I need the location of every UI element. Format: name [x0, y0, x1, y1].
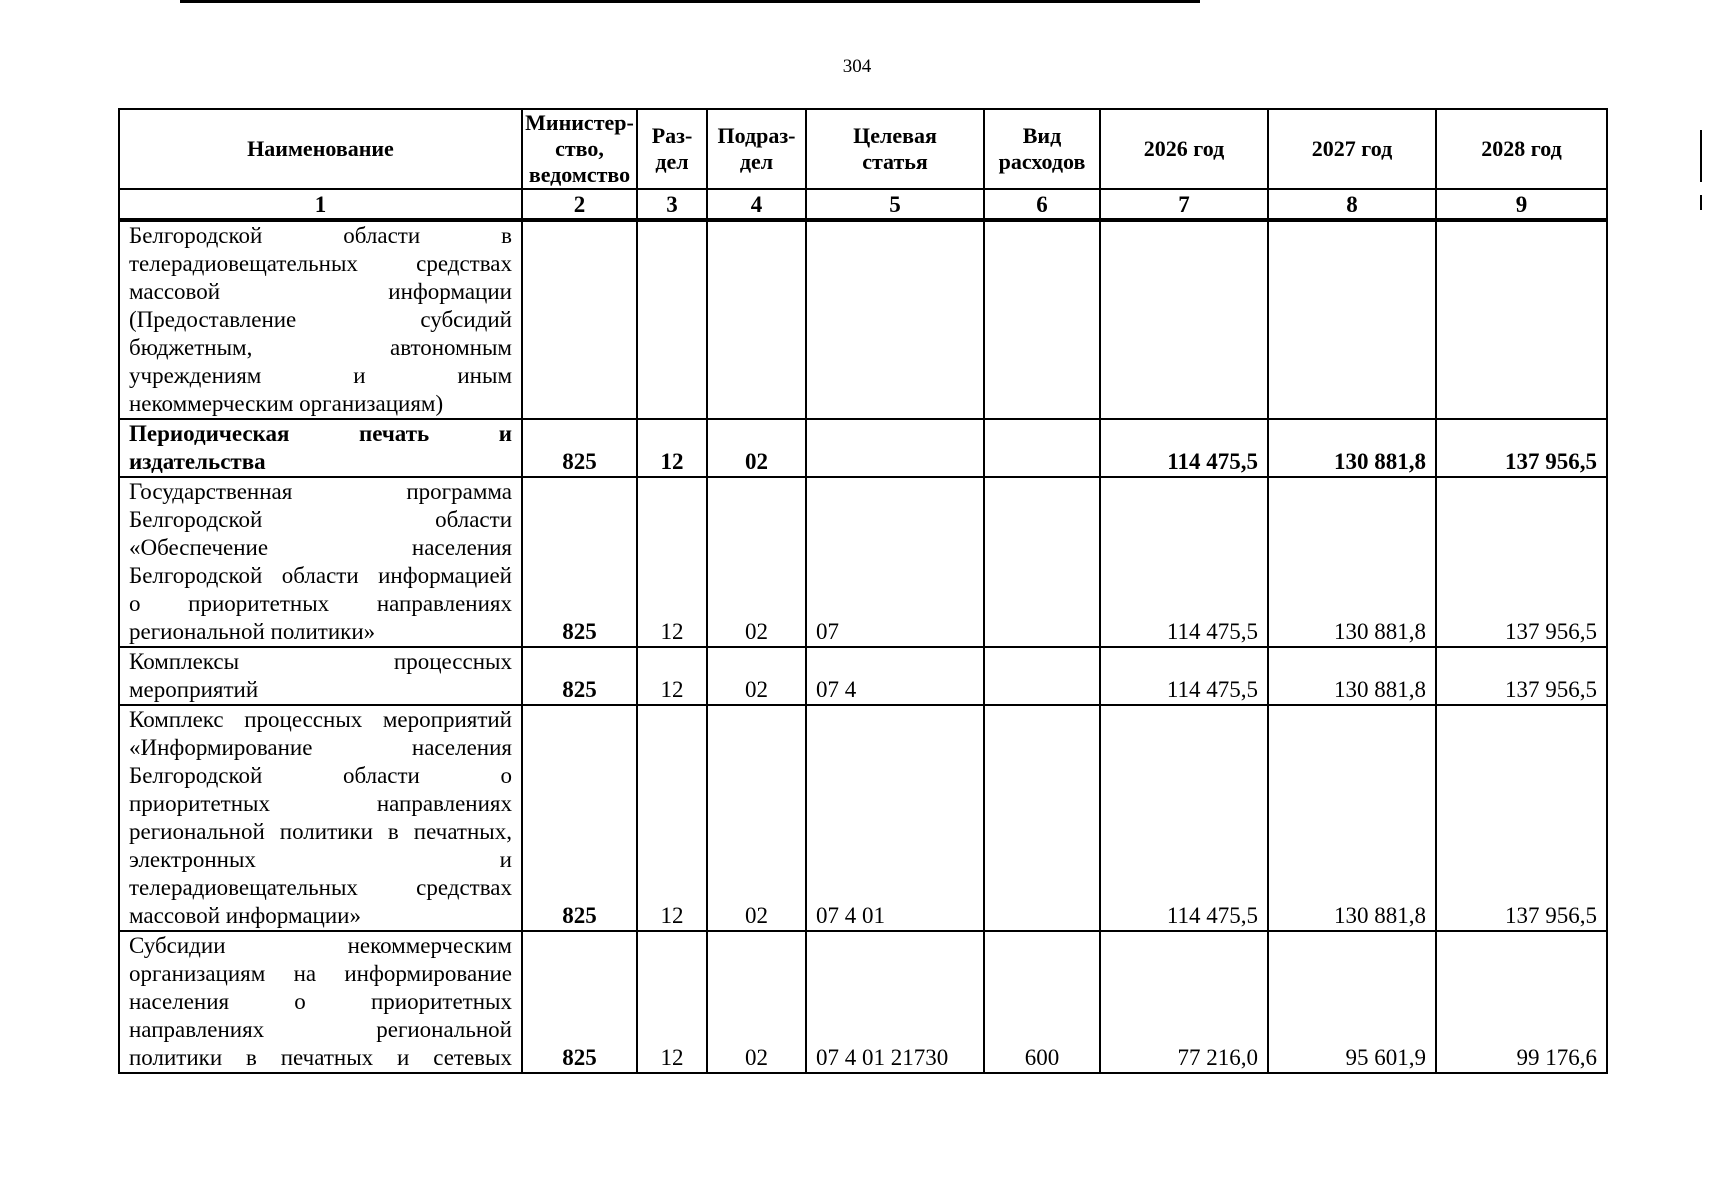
name-line: (Предоставление субсидий [129, 307, 512, 332]
name-line: «Информирование населения [129, 735, 512, 760]
cell-year-2028: 137 956,5 [1436, 647, 1607, 705]
name-line: направлениях региональной [129, 1017, 512, 1042]
name-line: электронных и [129, 847, 512, 872]
cell-target-article [806, 220, 984, 419]
cell-year-2027: 130 881,8 [1268, 477, 1436, 647]
name-line: Комплексы процессных [129, 649, 512, 674]
header-name: Наименование [119, 109, 522, 189]
name-line: учреждениям и иным [129, 363, 512, 388]
cell-name [119, 705, 522, 931]
cell-section: 12 [637, 705, 707, 931]
header-expense-type [984, 109, 1100, 189]
cell-target-article: 07 [806, 477, 984, 647]
cell-section: 12 [637, 647, 707, 705]
cell-year-2026: 114 475,5 [1100, 647, 1268, 705]
cell-name [119, 647, 522, 705]
cell-year-2026: 77 216,0 [1100, 931, 1268, 1073]
cell-year-2027 [1268, 220, 1436, 419]
cell-ministry: 825 [522, 647, 637, 705]
header-line: ство, [555, 136, 604, 161]
cell-year-2028 [1436, 220, 1607, 419]
name-line: о приоритетных направлениях [129, 591, 512, 616]
name-line: массовой информации [129, 279, 512, 304]
name-line: региональной политики в печатных, [129, 819, 512, 844]
budget-table [118, 108, 1608, 1074]
header-line: Подраз- [717, 123, 796, 148]
cell-year-2026 [1100, 220, 1268, 419]
cell-subsection: 02 [707, 419, 806, 477]
cell-year-2026: 114 475,5 [1100, 419, 1268, 477]
header-line: Вид [1022, 123, 1062, 148]
header-line: статья [862, 149, 928, 174]
name-line: Белгородской области о [129, 763, 512, 788]
cell-year-2028: 137 956,5 [1436, 477, 1607, 647]
cell-ministry [522, 220, 637, 419]
column-number: 3 [637, 189, 707, 220]
name-line: Государственная программа [129, 479, 512, 504]
cell-expense-type [984, 705, 1100, 931]
header-year-2026: 2026 год [1100, 109, 1268, 189]
name-line: некоммерческим организациям) [129, 391, 444, 416]
cell-year-2027: 130 881,8 [1268, 419, 1436, 477]
header-year-2027: 2027 год [1268, 109, 1436, 189]
cell-name [119, 477, 522, 647]
name-line: издательства [129, 449, 266, 474]
cell-subsection: 02 [707, 931, 806, 1073]
cell-ministry: 825 [522, 705, 637, 931]
cell-expense-type [984, 477, 1100, 647]
table-row [119, 931, 1607, 1073]
cell-section [637, 220, 707, 419]
cell-year-2026: 114 475,5 [1100, 477, 1268, 647]
name-line: Субсидии некоммерческим [129, 933, 512, 958]
column-number: 7 [1100, 189, 1268, 220]
cell-ministry: 825 [522, 931, 637, 1073]
name-line: Комплекс процессных мероприятий [129, 707, 512, 732]
cell-expense-type [984, 419, 1100, 477]
header-target-article [806, 109, 984, 189]
name-line: приоритетных направлениях [129, 791, 512, 816]
column-number: 8 [1268, 189, 1436, 220]
cell-section: 12 [637, 931, 707, 1073]
top-rule [180, 0, 1200, 3]
cell-year-2028: 137 956,5 [1436, 419, 1607, 477]
table-row [119, 705, 1607, 931]
name-line: телерадиовещательных средствах [129, 251, 512, 276]
cell-ministry: 825 [522, 419, 637, 477]
cell-subsection [707, 220, 806, 419]
header-line: расходов [998, 149, 1086, 174]
column-number: 1 [119, 189, 522, 220]
column-number: 9 [1436, 189, 1607, 220]
header-line: дел [739, 149, 774, 174]
name-line: Белгородской области [129, 507, 512, 532]
header-line: ведомство [528, 162, 631, 187]
column-number-row [119, 189, 1607, 220]
name-line: Белгородской области в [129, 223, 512, 248]
column-number: 4 [707, 189, 806, 220]
cell-year-2028: 99 176,6 [1436, 931, 1607, 1073]
name-line: мероприятий [129, 677, 259, 702]
margin-mark [1700, 195, 1702, 210]
column-number: 6 [984, 189, 1100, 220]
table-row [119, 647, 1607, 705]
table-row [119, 477, 1607, 647]
cell-subsection: 02 [707, 647, 806, 705]
cell-name [119, 419, 522, 477]
header-section [637, 109, 707, 189]
cell-name [119, 931, 522, 1073]
margin-mark [1700, 130, 1702, 182]
name-line: бюджетным, автономным [129, 335, 512, 360]
header-year-2028: 2028 год [1436, 109, 1607, 189]
page-number: 304 [842, 56, 872, 77]
cell-expense-type [984, 220, 1100, 419]
name-line: населения о приоритетных [129, 989, 512, 1014]
cell-expense-type [984, 647, 1100, 705]
table-row [119, 419, 1607, 477]
cell-subsection: 02 [707, 477, 806, 647]
column-number: 5 [806, 189, 984, 220]
cell-year-2026: 114 475,5 [1100, 705, 1268, 931]
header-line: дел [655, 149, 689, 174]
name-line: Белгородской области информацией [129, 563, 512, 588]
header-ministry [522, 109, 637, 189]
name-line: Периодическая печать и [129, 421, 512, 446]
name-line: телерадиовещательных средствах [129, 875, 512, 900]
name-line: массовой информации» [129, 903, 361, 928]
table-row [119, 220, 1607, 419]
cell-section: 12 [637, 419, 707, 477]
name-line: политики в печатных и сетевых [129, 1045, 512, 1070]
cell-year-2027: 130 881,8 [1268, 705, 1436, 931]
cell-ministry: 825 [522, 477, 637, 647]
header-subsection [707, 109, 806, 189]
cell-target-article: 07 4 [806, 647, 984, 705]
header-line: Целевая [853, 123, 937, 148]
header-row [119, 109, 1607, 189]
cell-target-article [806, 419, 984, 477]
cell-year-2028: 137 956,5 [1436, 705, 1607, 931]
header-line: Раз- [651, 123, 693, 148]
cell-year-2027: 130 881,8 [1268, 647, 1436, 705]
table-body [119, 220, 1607, 1073]
cell-name [119, 220, 522, 419]
cell-year-2027: 95 601,9 [1268, 931, 1436, 1073]
cell-section: 12 [637, 477, 707, 647]
column-number: 2 [522, 189, 637, 220]
cell-target-article: 07 4 01 [806, 705, 984, 931]
name-line: «Обеспечение населения [129, 535, 512, 560]
cell-expense-type: 600 [984, 931, 1100, 1073]
cell-target-article: 07 4 01 21730 [806, 931, 984, 1073]
cell-subsection: 02 [707, 705, 806, 931]
name-line: региональной политики» [129, 619, 376, 644]
header-line: Министер- [525, 110, 634, 135]
name-line: организациям на информирование [129, 961, 512, 986]
